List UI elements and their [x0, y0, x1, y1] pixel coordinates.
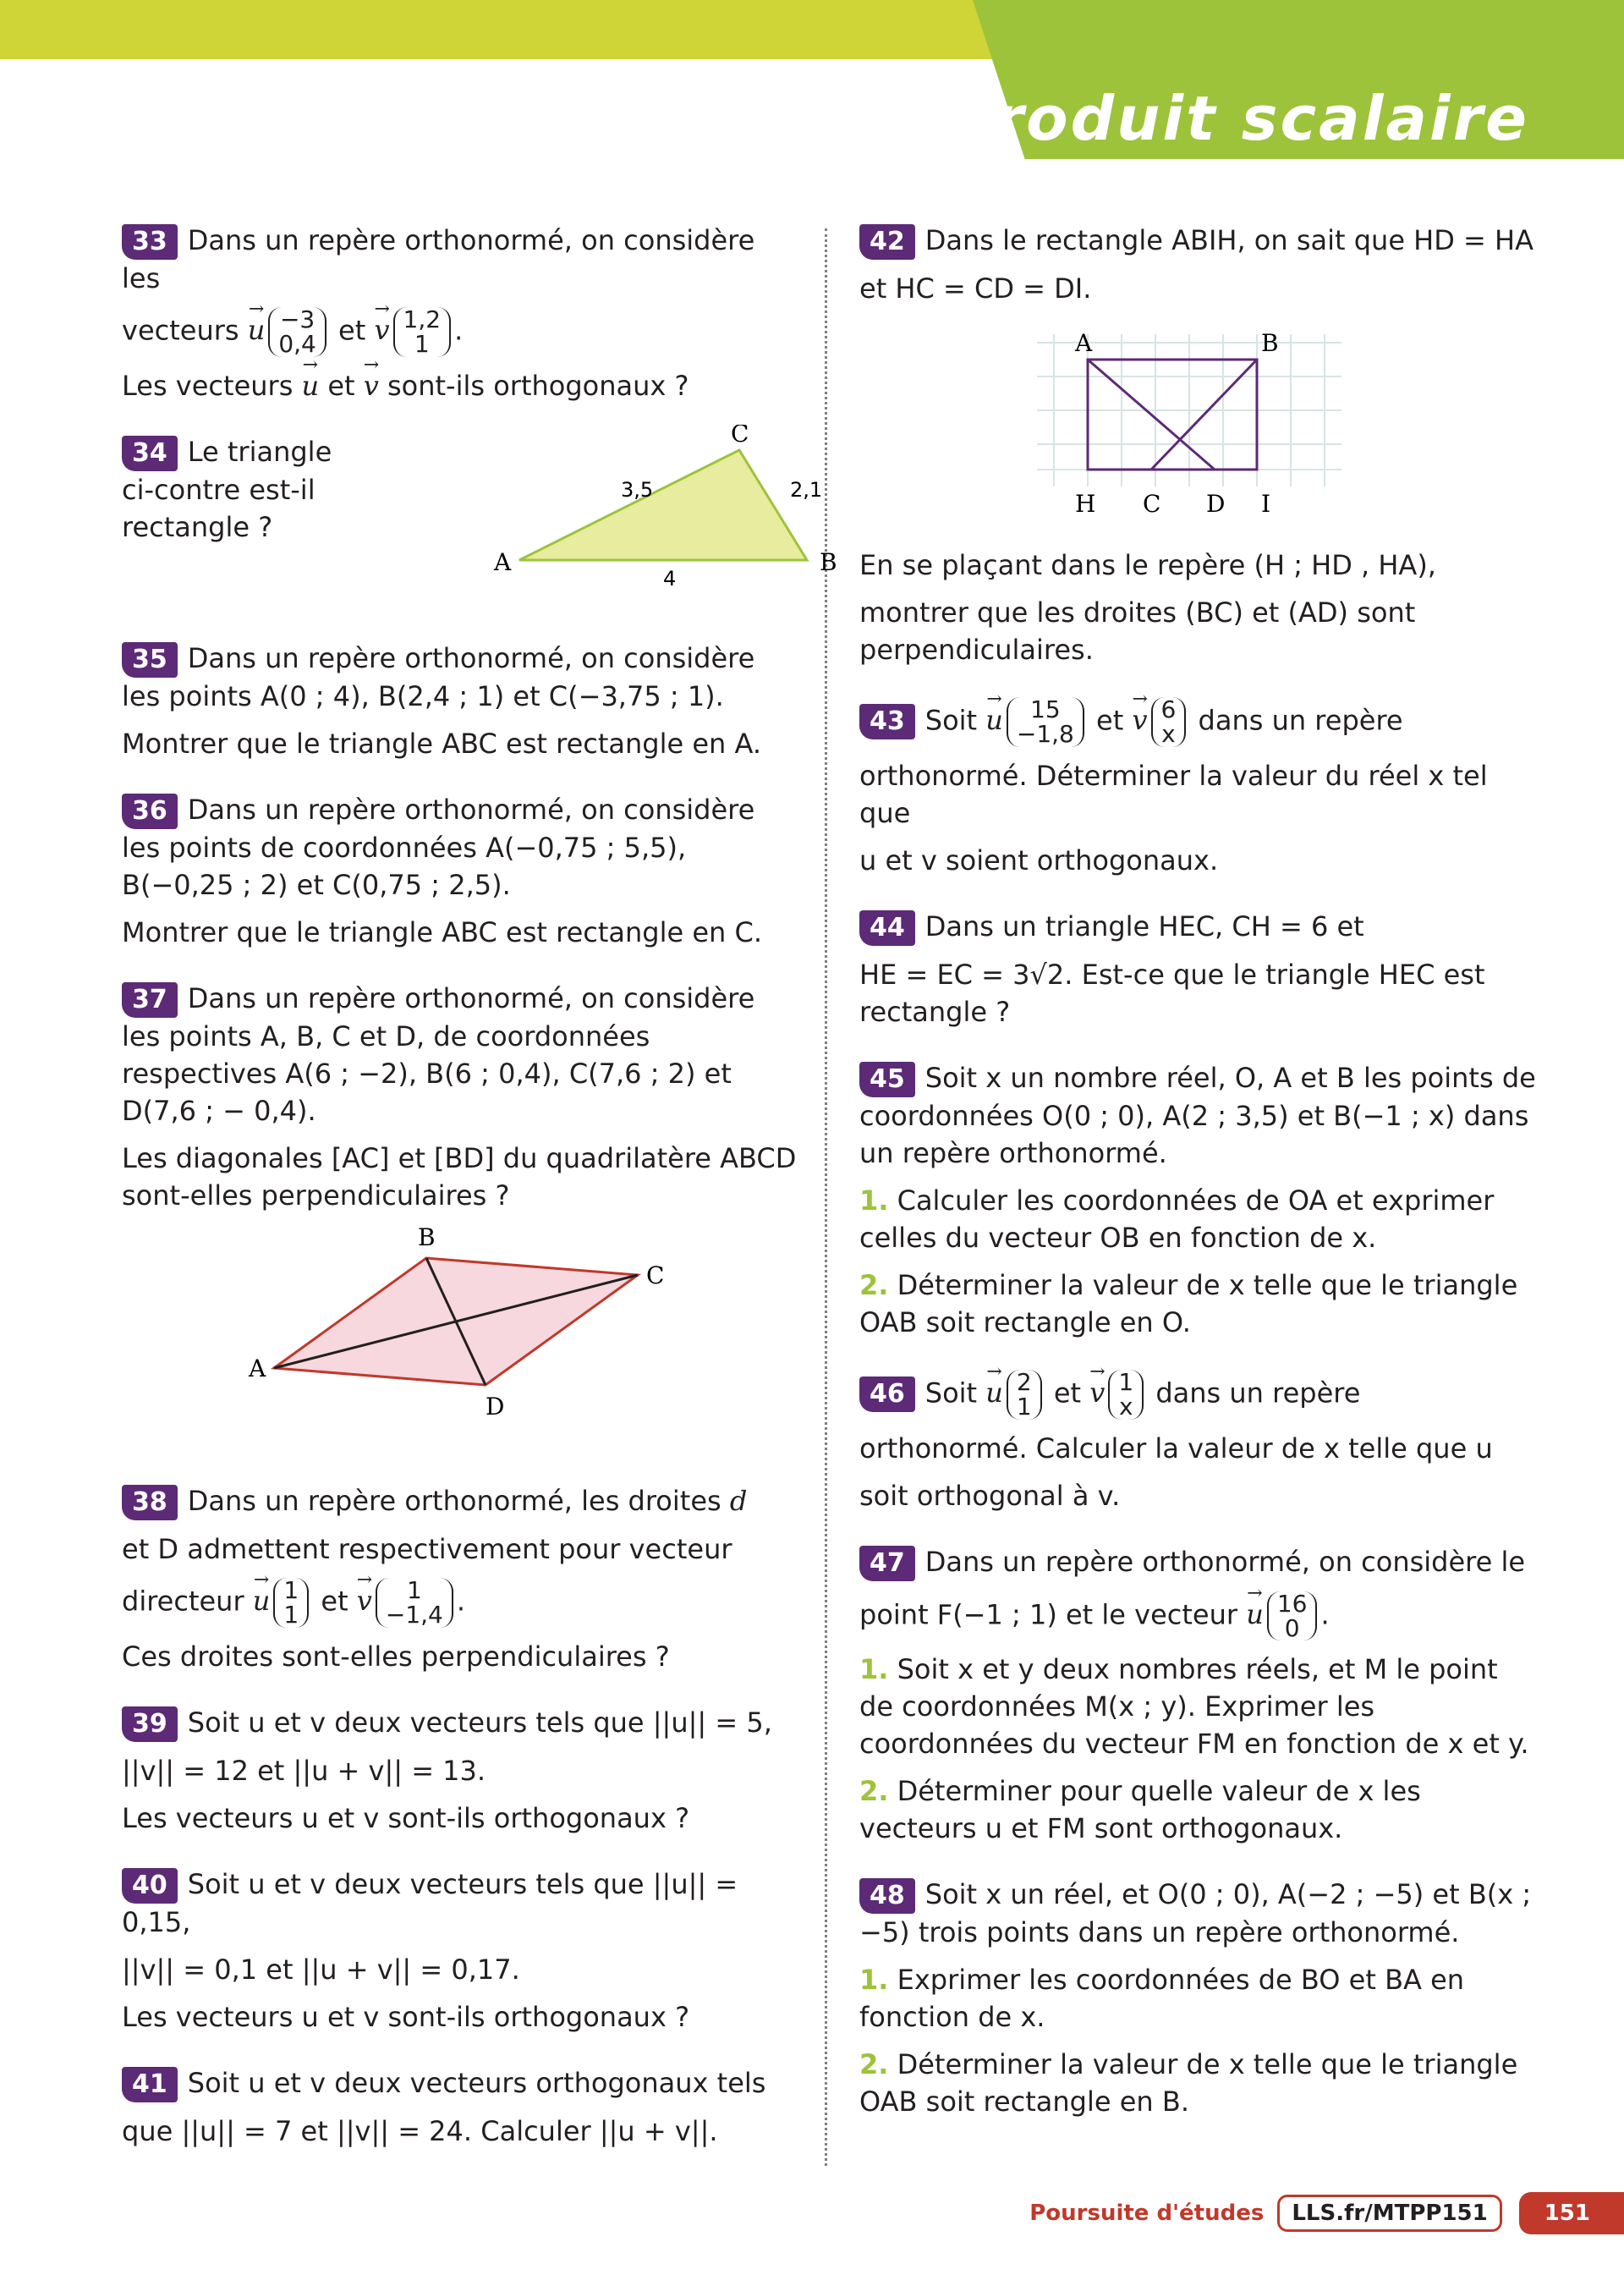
right-column	[859, 222, 1536, 2149]
exercise-number: 44	[859, 910, 915, 946]
exercise-44: 44 Dans un triangle HEC, CH = 6 et HE = EC = 3√2. Est-ce que le triangle HEC est rectangle ?	[859, 909, 1485, 1028]
exercise-47: 47 Dans un repère orthonormé, on considère le point F(−1 ; 1) et le vecteur → u 16 0 . 1. Soit x et y deux nombres réels, et M le point de coordonnées M(x ; y). Exprimer les coordonnées du vecteur FM en fonction de x et y. 2. Déterminer pour quelle valeur de x les vecteurs u et FM sont orthogonaux.	[859, 1543, 1536, 1848]
label-D: D	[1206, 490, 1226, 518]
exercise-number: 45	[859, 1062, 915, 1097]
label-C: C	[731, 424, 749, 448]
exercise-number: 42	[859, 224, 915, 260]
label-C: C	[1143, 490, 1161, 518]
label-A: A	[1075, 329, 1093, 357]
footer-link[interactable]: LLS.fr/MTPP151	[1277, 2195, 1501, 2232]
rectangle-figure	[1029, 317, 1384, 537]
quadrilateral-figure	[240, 1224, 832, 1444]
exercise-number: 34	[122, 436, 178, 471]
exercise-42: 42 Dans le rectangle ABIH, on sait que HD = HA et HC = CD = DI. A B H C D I En se plaçant dans le repère (H ; HD , HA), montrer que les droites (BC) et (AD) sont perpendiculaires.	[859, 224, 1533, 666]
exercise-number: 33	[122, 224, 178, 260]
page-title: Produit scalaire	[948, 83, 1529, 154]
footer	[1029, 2188, 1624, 2239]
exercise-38: 38 Dans un repère orthonormé, les droites d et D admettent respectivement pour vecteur directeur → u 1 1 et → v 1 −1,4 . Ces droites sont-elles perpendiculaires ?	[122, 1482, 798, 1675]
exercise-number: 41	[122, 2067, 178, 2102]
label-BC: 2,1	[790, 477, 823, 502]
exercise-37: 37 Dans un repère orthonormé, on considère les points A, B, C et D, de coordonnées respectives A(6 ; −2), B(6 ; 0,4), C(7,6 ; 2) et D(7,6 ; − 0,4). Les diagonales [AC] et [BD] du quadrilatère ABCD sont-elles perpendiculaires ? A B C D	[122, 980, 798, 1453]
vector-v: 1,2 1	[393, 307, 452, 357]
label-I: I	[1261, 490, 1271, 518]
exercise-46: 46 Soit → u 2 1 et → v 1 x dans un repère orthonormé. Calculer la valeur de x telle que u soit orthogonal à v.	[859, 1370, 1536, 1514]
exercise-41: 41 Soit u et v deux vecteurs orthogonaux tels que ||u|| = 7 et ||v|| = 24. Calculer ||u + v||.	[122, 2066, 766, 2147]
vector-u: 1 1	[273, 1578, 309, 1628]
label-A: A	[249, 1354, 266, 1382]
triangle-figure	[435, 425, 908, 594]
vector-u: 15 −1,8	[1007, 697, 1084, 747]
vector-u: 16 0	[1267, 1591, 1318, 1641]
exercise-43: 43 Soit → u 15 −1,8 et → v 6 x dans un repère orthonormé. Déterminer la valeur du réel x tel que u et v soient orthogonaux.	[859, 697, 1536, 879]
exercise-number: 35	[122, 642, 178, 678]
exercise-33: 33 Dans un repère orthonormé, on considère les vecteurs → u −3 0,4 et → v 1,2 1 . Les vecteurs → u et → v sont-ils orthogonaux ?	[122, 222, 798, 404]
label-C: C	[646, 1261, 665, 1289]
exercise-48: 48 Soit x un réel, et O(0 ; 0), A(−2 ; −5) et B(x ; −5) trois points dans un repère orthonormé. 1. Exprimer les coordonnées de BO et BA en fonction de x. 2. Déterminer la valeur de x telle que le triangle OAB soit rectangle en B.	[859, 1878, 1532, 2118]
label-D: D	[486, 1392, 505, 1421]
exercise-45: 45 Soit x un nombre réel, O, A et B les points de coordonnées O(0 ; 0), A(2 ; 3,5) et B(−1 ; x) dans un repère orthonormé. 1. Calculer les coordonnées de OA et exprimer celles du vecteur OB en fonction de x. 2. Déterminer la valeur de x telle que le triangle OAB soit rectangle en O.	[859, 1061, 1536, 1338]
label-B: B	[820, 547, 837, 576]
exercise-number: 43	[859, 704, 915, 739]
vector-u: 2 1	[1007, 1370, 1042, 1420]
exercise-number: 46	[859, 1377, 915, 1412]
label-AC: 3,5	[621, 477, 654, 502]
footer-label: Poursuite d'études	[1029, 2201, 1265, 2226]
label-B: B	[418, 1223, 436, 1251]
vector-v: 1 x	[1108, 1370, 1144, 1420]
label-B: B	[1261, 329, 1279, 357]
label-AB: 4	[663, 566, 677, 591]
exercise-number: 38	[122, 1485, 178, 1520]
vector-v: 6 x	[1151, 697, 1187, 747]
exercise-34: 34 Le triangle ci-contre est-il rectangle ? A B C 3,5 2,1 4	[122, 433, 798, 611]
exercise-number: 48	[859, 1878, 915, 1914]
left-column	[122, 222, 837, 2179]
exercise-number: 40	[122, 1868, 178, 1904]
exercise-number: 39	[122, 1706, 178, 1742]
exercise-number: 36	[122, 794, 178, 829]
label-H: H	[1075, 490, 1096, 518]
exercise-39: 39 Soit u et v deux vecteurs tels que ||u|| = 5, ||v|| = 12 et ||u + v|| = 13. Les vecteurs u et v sont-ils orthogonaux ?	[122, 1706, 772, 1834]
exercise-36: 36 Dans un repère orthonormé, on considère les points de coordonnées A(−0,75 ; 5,5), B(−0,25 ; 2) et C(0,75 ; 2,5). Montrer que le triangle ABC est rectangle en C.	[122, 793, 762, 948]
label-A: A	[494, 547, 512, 576]
exercise-40: 40 Soit u et v deux vecteurs tels que ||u|| = 0,15, ||v|| = 0,1 et ||u + v|| = 0,17. Les vecteurs u et v sont-ils orthogonaux ?	[122, 1867, 738, 2033]
exercise-35: 35 Dans un repère orthonormé, on considère les points A(0 ; 4), B(2,4 ; 1) et C(−3,75 ; 1). Montrer que le triangle ABC est rectangle en A.	[122, 641, 761, 760]
exercise-number: 47	[859, 1546, 915, 1581]
vector-u: −3 0,4	[268, 307, 326, 357]
exercise-number: 37	[122, 982, 178, 1018]
vector-v: 1 −1,4	[376, 1578, 453, 1628]
page-number: 151	[1519, 2192, 1624, 2234]
